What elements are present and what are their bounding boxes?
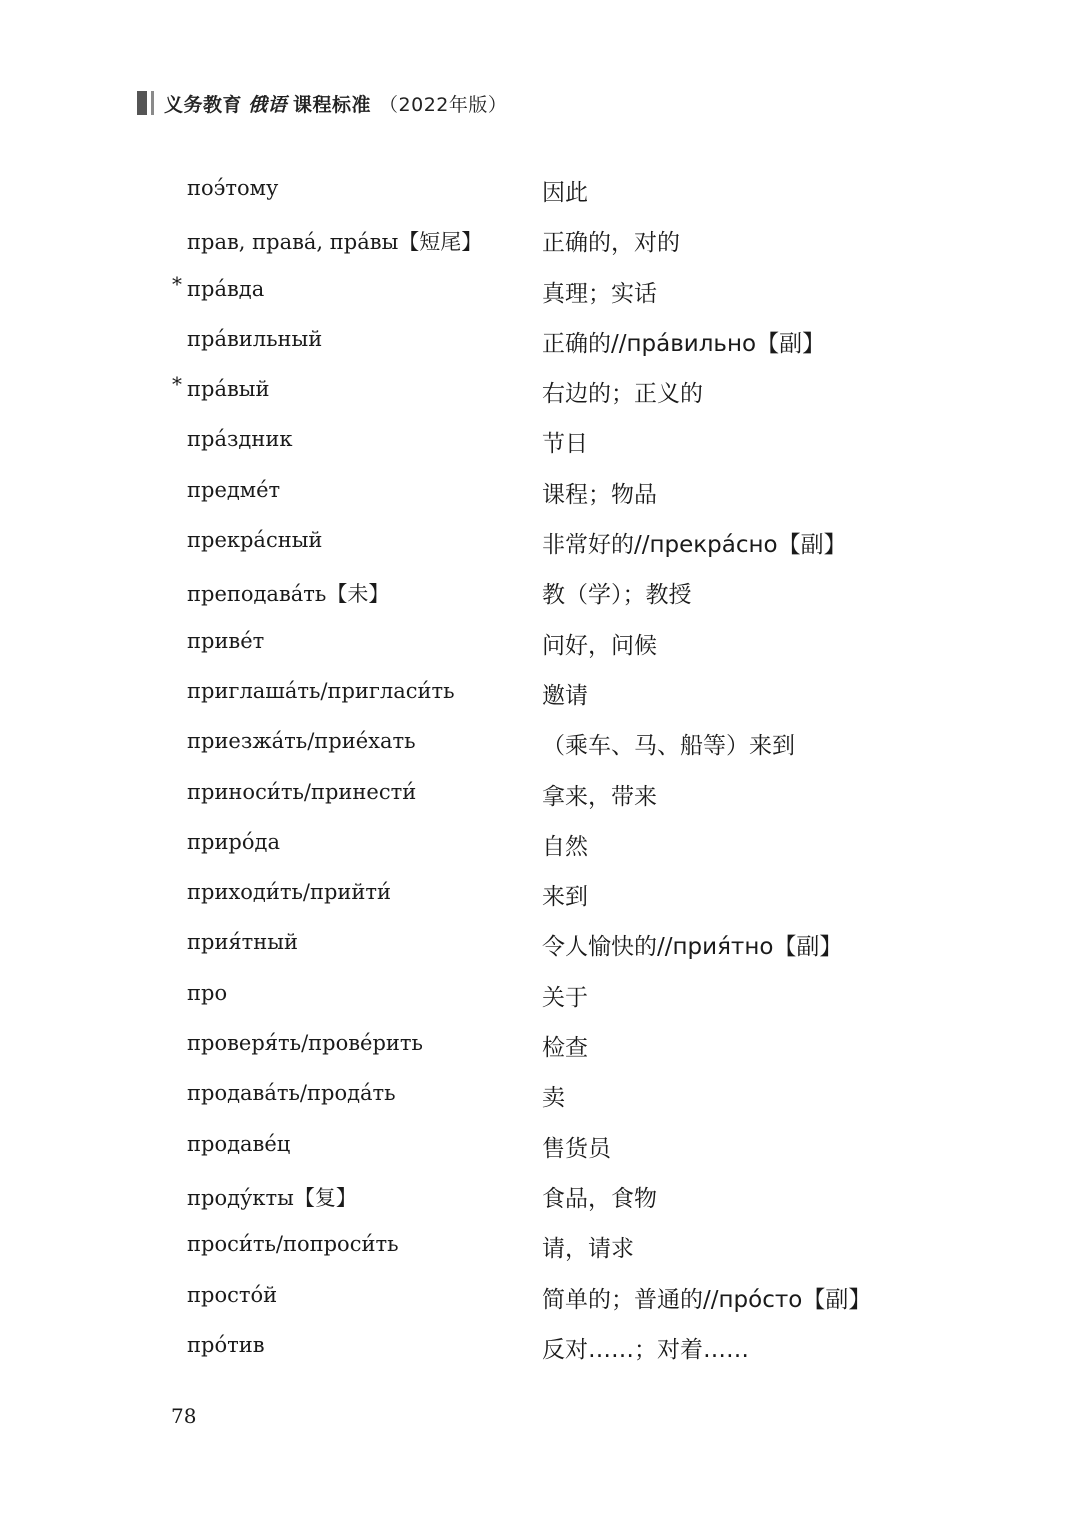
- vocabulary-entry: [0, 218, 1087, 268]
- chinese-meaning: 正确的//пра́вильно【副】: [542, 330, 826, 357]
- vocabulary-entry: [0, 269, 1087, 319]
- russian-word: [187, 1132, 290, 1156]
- russian-word-text: пра́здник: [187, 427, 293, 452]
- russian-word: [187, 176, 278, 200]
- russian-word: [187, 880, 391, 904]
- russian-word-text: продава́ть/прода́ть: [187, 1081, 396, 1106]
- asterisk-marker: *: [172, 271, 182, 296]
- russian-word-text: приглаша́ть/пригласи́ть: [187, 678, 455, 703]
- chinese-meaning: 请，请求: [542, 1236, 634, 1263]
- russian-word: [187, 830, 280, 854]
- vocabulary-entry: [0, 1023, 1087, 1073]
- chinese-meaning: 因此: [542, 180, 588, 206]
- russian-word-text: прекра́сный: [187, 528, 323, 553]
- chinese-meaning: 节日: [542, 431, 588, 458]
- russian-word: [187, 780, 416, 804]
- russian-word-text: пра́вый: [187, 377, 270, 402]
- vocabulary-entry: [0, 168, 1087, 218]
- vocabulary-entry: [0, 369, 1087, 419]
- chinese-meaning: 检查: [542, 1035, 588, 1062]
- russian-word: [187, 226, 482, 256]
- vocabulary-entry: [0, 520, 1087, 570]
- header-title-subject: 俄语: [248, 93, 288, 116]
- russian-word-text: проверя́ть/прове́рить: [187, 1031, 423, 1056]
- vocabulary-entry: [0, 1124, 1087, 1174]
- russian-word: [187, 1031, 423, 1055]
- vocabulary-list: [0, 168, 1087, 1375]
- russian-word: [187, 930, 298, 954]
- russian-word-text: про: [187, 980, 228, 1005]
- chinese-meaning: 关于: [542, 984, 588, 1011]
- chinese-meaning: 食品，食物: [542, 1185, 657, 1212]
- russian-word-text: просто́й: [187, 1282, 278, 1307]
- chinese-meaning: 反对……；对着……: [542, 1336, 749, 1363]
- russian-word-text: проду́кты【复】: [187, 1185, 357, 1210]
- chinese-meaning: 课程；物品: [542, 481, 657, 508]
- russian-word: [187, 1081, 396, 1105]
- chinese-meaning: 售货员: [542, 1135, 611, 1162]
- vocabulary-entry: [0, 1224, 1087, 1274]
- vocabulary-entry: [0, 470, 1087, 520]
- vocabulary-entry: [0, 1174, 1087, 1224]
- header-title-rest: 课程标准: [293, 93, 372, 116]
- chinese-meaning: 非常好的//прекра́сно【副】: [542, 532, 847, 559]
- russian-word: [172, 271, 265, 301]
- chinese-meaning: 令人愉快的//прия́тно【副】: [542, 934, 843, 961]
- header-title-main: 义务教育: [164, 93, 243, 116]
- vocabulary-entry: [0, 419, 1087, 469]
- chinese-meaning: 自然: [542, 833, 588, 860]
- header-bar-thick: [137, 91, 147, 115]
- page-number: 78: [171, 1404, 197, 1428]
- russian-word-text: приноси́ть/принести́: [187, 779, 417, 804]
- russian-word: [187, 1182, 357, 1212]
- vocabulary-entry: [0, 721, 1087, 771]
- russian-word: [187, 478, 280, 502]
- header-title: [164, 90, 507, 117]
- vocabulary-entry: [0, 922, 1087, 972]
- vocabulary-entry: [0, 973, 1087, 1023]
- russian-word-text: приве́т: [187, 628, 265, 653]
- chinese-meaning: 右边的；正义的: [542, 381, 703, 408]
- russian-word-text: проси́ть/попроси́ть: [187, 1232, 399, 1257]
- vocabulary-entry: [0, 1073, 1087, 1123]
- vocabulary-entry: [0, 319, 1087, 369]
- vocabulary-entry: [0, 621, 1087, 671]
- russian-word-text: пра́вда: [187, 276, 265, 301]
- chinese-meaning: 来到: [542, 884, 588, 911]
- vocabulary-entry: [0, 570, 1087, 620]
- chinese-meaning: 简单的；普通的//про́сто【副】: [542, 1286, 872, 1313]
- russian-word-text: продаве́ц: [187, 1131, 291, 1156]
- vocabulary-entry: [0, 772, 1087, 822]
- russian-word: [187, 1333, 265, 1357]
- vocabulary-entry: [0, 1275, 1087, 1325]
- russian-word-text: приезжа́ть/прие́хать: [187, 729, 416, 754]
- russian-word: [187, 327, 322, 351]
- russian-word: [187, 578, 389, 608]
- chinese-meaning: （乘车、马、船等）来到: [542, 733, 795, 760]
- header-edition: （2022年版）: [379, 93, 508, 116]
- russian-word: [187, 679, 455, 703]
- russian-word-text: прия́тный: [187, 930, 299, 955]
- russian-word-text: про́тив: [187, 1332, 265, 1357]
- chinese-meaning: 教（学）；教授: [542, 582, 692, 609]
- chinese-meaning: 真理；实话: [542, 280, 657, 307]
- russian-word-text: предме́т: [187, 477, 281, 502]
- russian-word-text: преподава́ть【未】: [187, 582, 390, 607]
- vocabulary-entry: [0, 1325, 1087, 1375]
- russian-word: [187, 629, 264, 653]
- chinese-meaning: 问好，问候: [542, 632, 657, 659]
- russian-word-text: приро́да: [187, 829, 280, 854]
- vocabulary-entry: [0, 671, 1087, 721]
- chinese-meaning: 拿来，带来: [542, 783, 657, 810]
- russian-word: [187, 528, 322, 552]
- russian-word-text: прав, права́, пра́вы【短尾】: [187, 230, 483, 255]
- russian-word-text: приходи́ть/прийти́: [187, 880, 392, 905]
- running-header: [137, 90, 507, 116]
- russian-word-text: пра́вильный: [187, 326, 323, 351]
- russian-word: [187, 729, 416, 753]
- vocabulary-entry: [0, 822, 1087, 872]
- russian-word: [187, 1232, 399, 1256]
- chinese-meaning: 正确的，对的: [542, 230, 680, 257]
- chinese-meaning: 卖: [542, 1085, 565, 1112]
- russian-word: [187, 1283, 277, 1307]
- asterisk-marker: *: [172, 372, 182, 397]
- russian-word: [187, 427, 292, 451]
- header-bars-decoration: [137, 91, 154, 115]
- russian-word-text: поэ́тому: [187, 176, 279, 200]
- header-bar-thin: [151, 91, 154, 115]
- russian-word: [172, 372, 270, 402]
- russian-word: [187, 981, 227, 1005]
- chinese-meaning: 邀请: [542, 682, 588, 709]
- vocabulary-entry: [0, 872, 1087, 922]
